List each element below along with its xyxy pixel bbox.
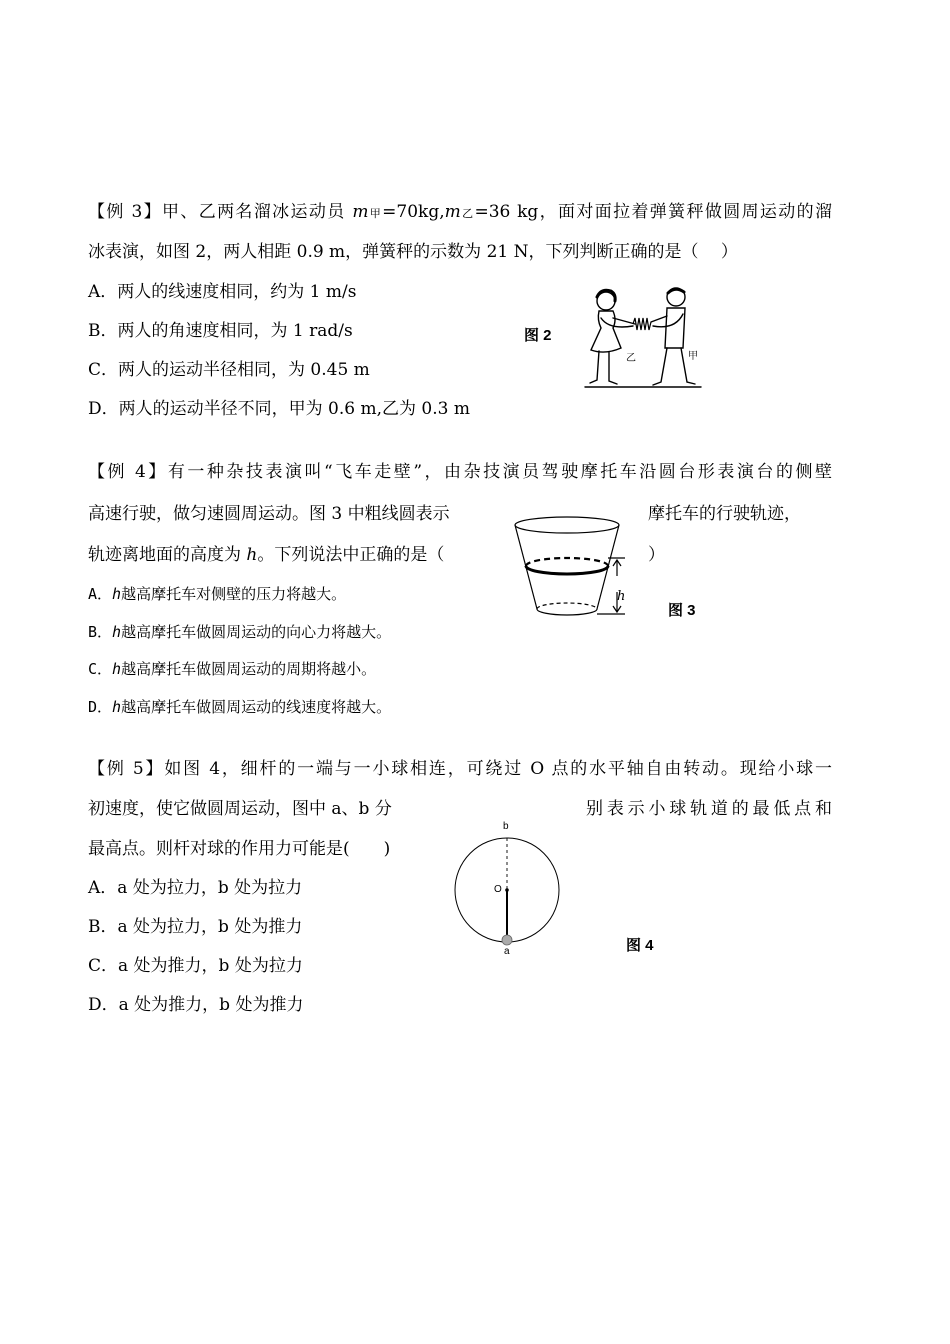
figure-4-o-label: O [494,884,502,895]
ex5-line-2a: 初速度，使它做圆周运动，图中 a、b 分 [88,799,392,819]
ex5-option-b: B．a 处为拉力，b 处为推力 [88,917,303,937]
ex4-option-c: C．h越高摩托车做圆周运动的周期将越小。 [88,660,377,678]
ex4-line-1: 【例 4】有一种杂技表演叫“飞车走壁”，由杂技演员驾驶摩托车沿圆台形表演台的侧壁 [88,462,832,482]
figure-4-a-label: a [504,946,510,957]
ex4-line-3: 轨迹离地面的高度为 h。下列说法中正确的是（ [88,545,445,565]
ex3-option-d: D．两人的运动半径不同，甲为 0.6 m,乙为 0.3 m [88,399,470,419]
ex5-option-a: A．a 处为拉力，b 处为拉力 [88,878,303,898]
ex3-option-c: C．两人的运动半径相同，为 0.45 m [88,360,370,380]
figure-3-h-label: h [617,589,626,604]
ex4-option-a: A．h越高摩托车对侧壁的压力将越大。 [88,585,347,603]
ex3-line-2: 冰表演，如图 2，两人相距 0.9 m，弹簧秤的示数为 21 N，下列判断正确的是（ ） [88,242,738,262]
figure-2-jia-label: 甲 [688,351,698,362]
ex5-line-2b: 别表示小球轨道的最低点和 [586,799,832,819]
figure-4-b-label: b [503,821,509,832]
ex5-option-c: C．a 处为推力，b 处为拉力 [88,956,303,976]
figure-2-yi-label: 乙 [626,353,636,364]
figure-3-truncated-cone [510,510,640,625]
ex3-line-1: 【例 3】甲、乙两名溜冰运动员 m甲=70kg,m乙=36 kg，面对面拉着弹簧秤做圆周运动的溜 [88,202,833,222]
ex5-line-3: 最高点。则杆对球的作用力可能是( ) [88,839,391,859]
ex5-line-1: 【例 5】如图 4，细杆的一端与一小球相连，可绕过 O 点的水平轴自由转动。现给小球一 [88,759,832,779]
figure-3-label: 图 3 [668,602,696,619]
figure-2-label: 图 2 [524,327,552,344]
ex4-line-2b: 摩托车的行驶轨迹， [648,504,801,524]
ex3-option-a: A．两人的线速度相同，约为 1 m/s [88,282,357,302]
ex4-line-3-close-paren: ） [648,545,665,565]
ex4-option-d: D．h越高摩托车做圆周运动的线速度将越大。 [88,698,392,716]
figure-4-circle [450,830,560,945]
ex3-option-b: B．两人的角速度相同，为 1 rad/s [88,321,353,341]
ex4-line-2a: 高速行驶，做匀速圆周运动。图 3 中粗线圆表示 [88,504,450,524]
figure-4-label: 图 4 [626,937,654,954]
figure-2-skaters [583,284,703,394]
ex5-option-d: D．a 处为推力，b 处为推力 [88,995,304,1015]
ex4-option-b: B．h越高摩托车做圆周运动的向心力将越大。 [88,623,392,641]
